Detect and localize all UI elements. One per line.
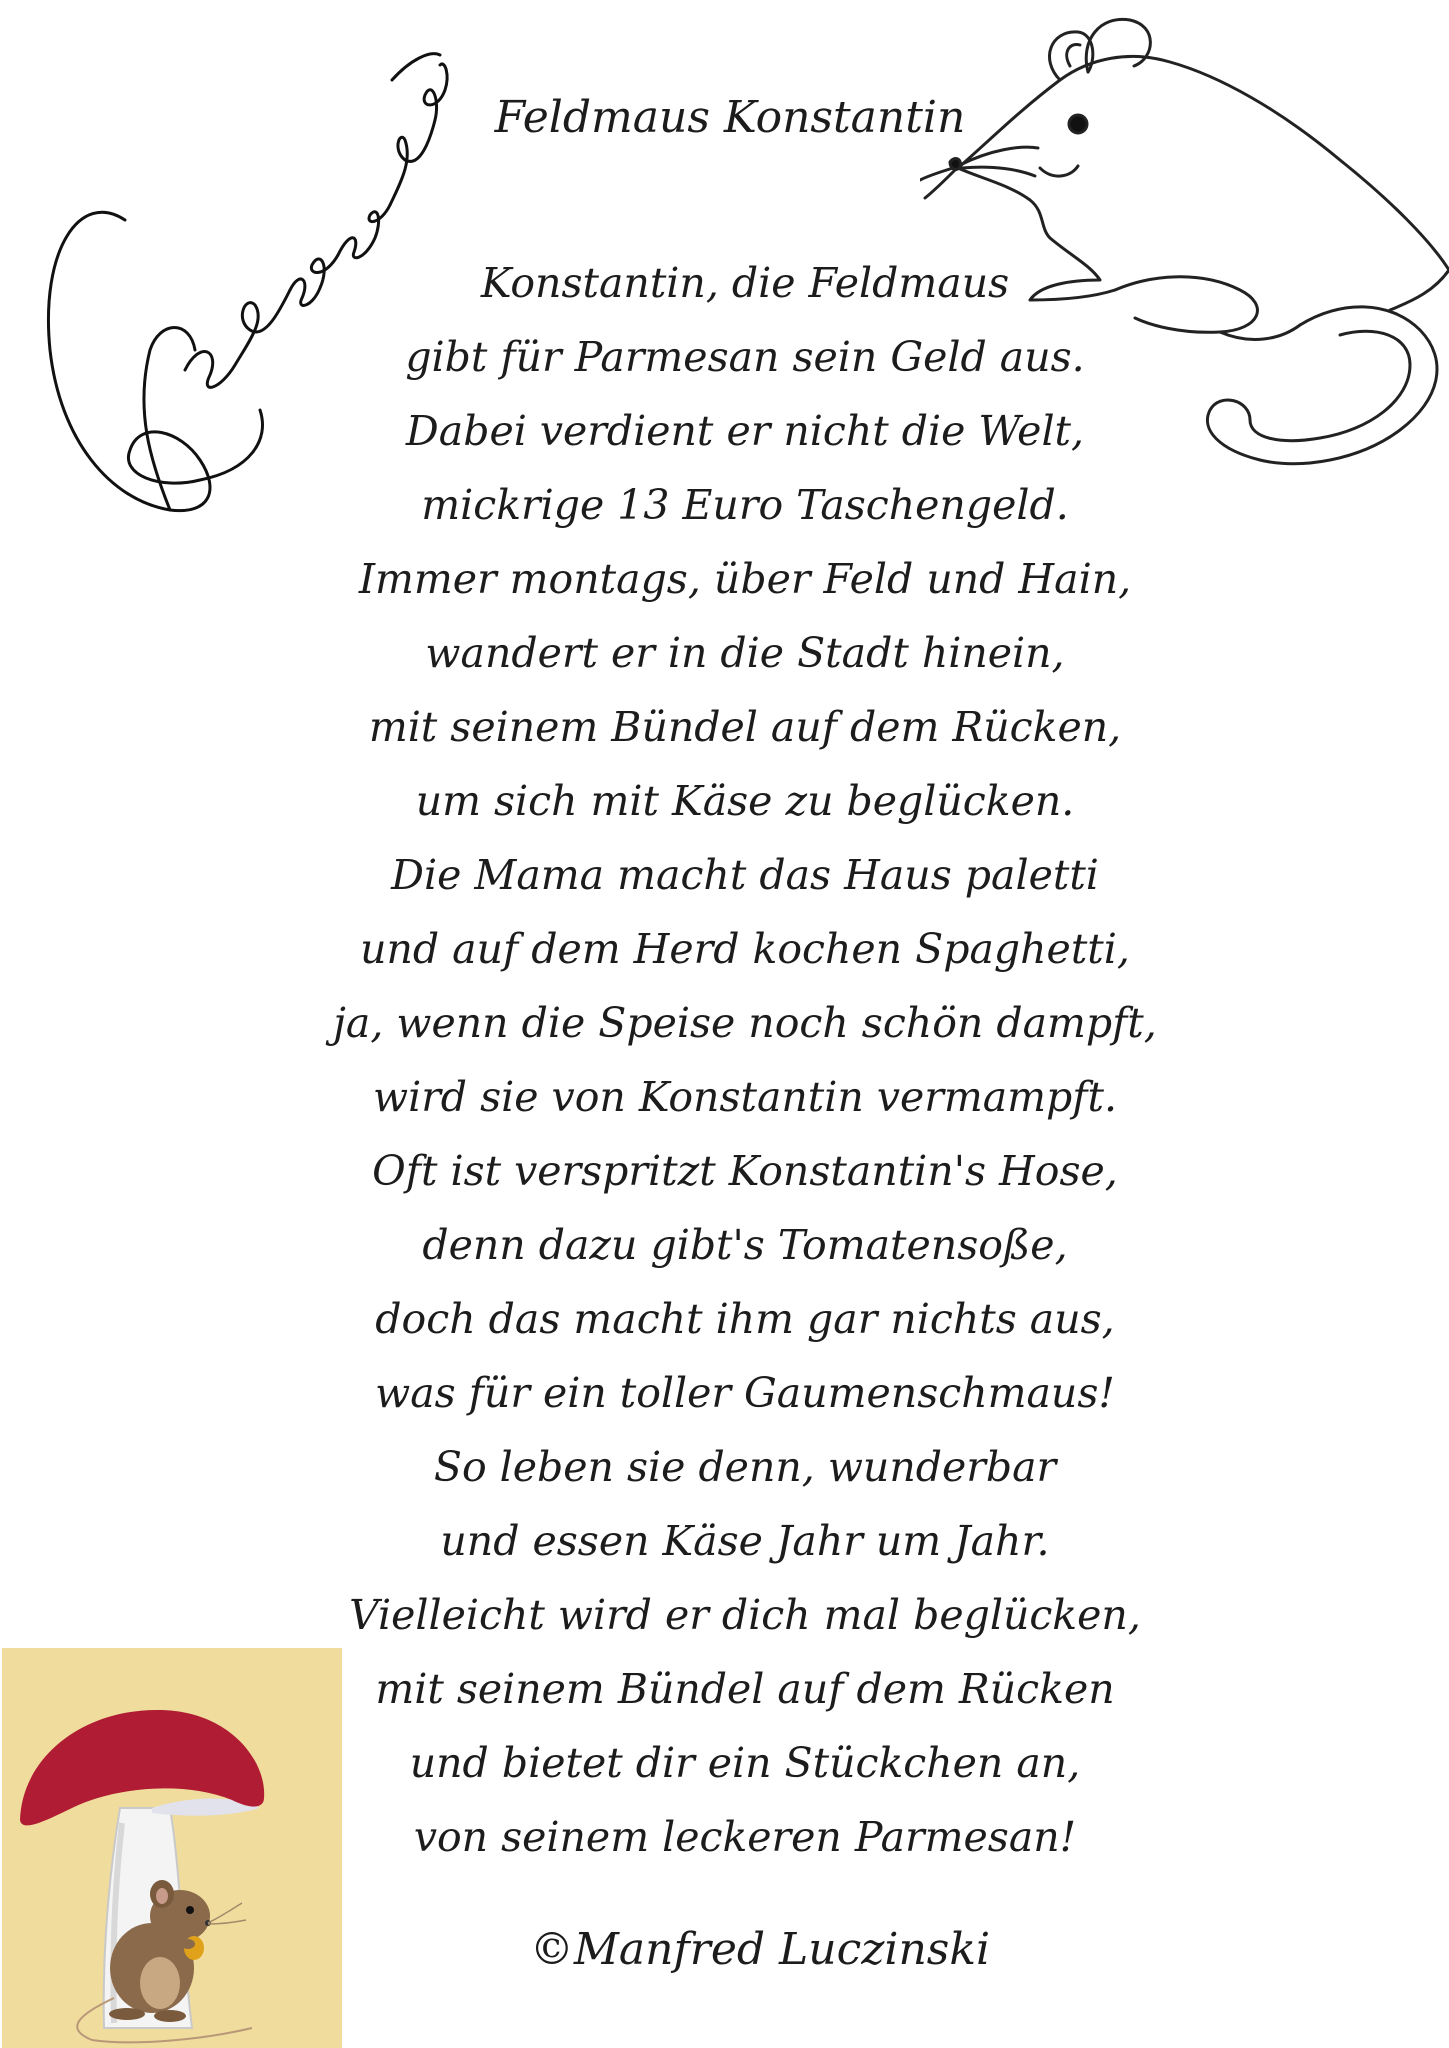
poem-line: Oft ist verspritzt Konstantin's Hose, bbox=[372, 1147, 1118, 1195]
poem-line: Die Mama macht das Haus paletti bbox=[391, 851, 1099, 899]
poem-line: Konstantin, die Feldmaus bbox=[480, 259, 1010, 307]
poem-line: und essen Käse Jahr um Jahr. bbox=[440, 1517, 1050, 1565]
poem-line: von seinem leckeren Parmesan! bbox=[413, 1813, 1077, 1861]
poem-title: Feldmaus Konstantin bbox=[494, 92, 966, 143]
poem-line: was für ein toller Gaumenschmaus! bbox=[375, 1369, 1115, 1417]
poem-line: und bietet dir ein Stückchen an, bbox=[409, 1739, 1081, 1787]
poem-line: Dabei verdient er nicht die Welt, bbox=[405, 407, 1085, 455]
poem-line: und auf dem Herd kochen Spaghetti, bbox=[360, 925, 1130, 973]
poem-line: mickrige 13 Euro Taschengeld. bbox=[421, 481, 1069, 529]
poem-line: ja, wenn die Speise noch schön dampft, bbox=[333, 999, 1157, 1047]
copyright-author: ©Manfred Luczinski bbox=[529, 1924, 991, 1975]
poem-body bbox=[330, 246, 1160, 1874]
poem-line: mit seinem Bündel auf dem Rücken bbox=[375, 1665, 1115, 1713]
poem-line: Vielleicht wird er dich mal beglücken, bbox=[349, 1591, 1141, 1639]
mushroom-mouse-icon bbox=[2, 1648, 342, 2048]
poem-line: um sich mit Käse zu beglücken. bbox=[415, 777, 1075, 825]
poem-line: denn dazu gibt's Tomatensoße, bbox=[422, 1221, 1068, 1269]
poem-line: mit seinem Bündel auf dem Rücken, bbox=[368, 703, 1122, 751]
poem-line: So leben sie denn, wunderbar bbox=[433, 1443, 1057, 1491]
poem-line: gibt für Parmesan sein Geld aus. bbox=[405, 333, 1085, 381]
poem-line: wird sie von Konstantin vermampft. bbox=[373, 1073, 1117, 1121]
poem-line: wandert er in die Stadt hinein, bbox=[425, 629, 1065, 677]
poem-line: Immer montags, über Feld und Hain, bbox=[358, 555, 1132, 603]
poem-line: doch das macht ihm gar nichts aus, bbox=[375, 1295, 1115, 1343]
